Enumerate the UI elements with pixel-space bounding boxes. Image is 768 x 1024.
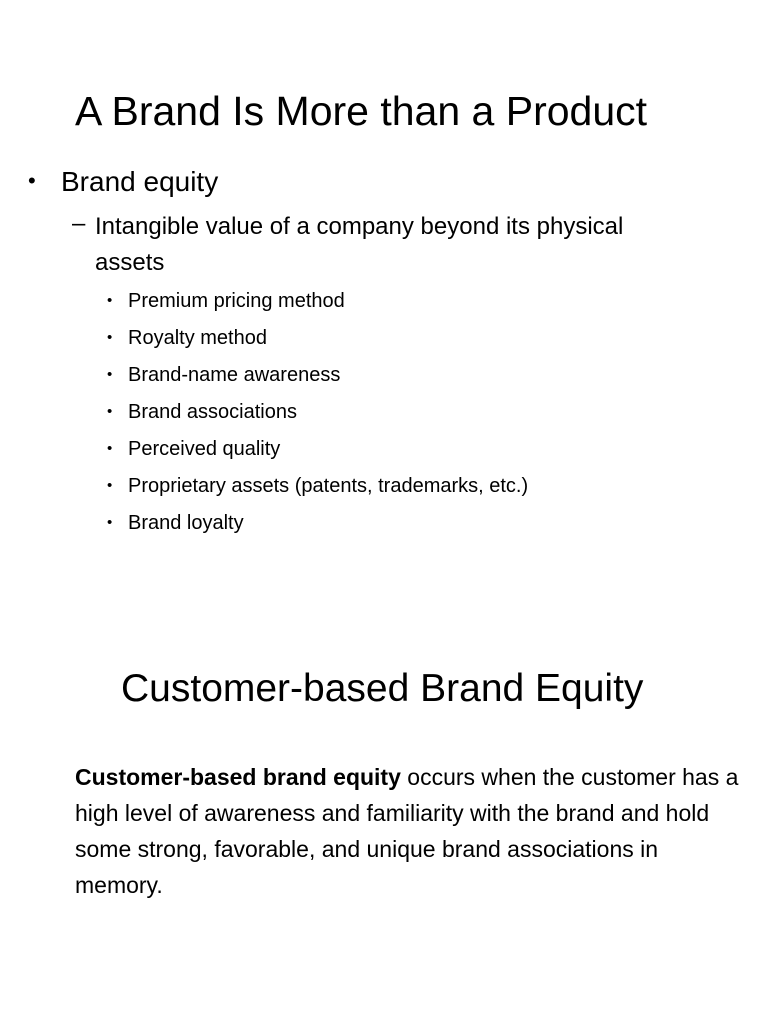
list-item	[107, 360, 528, 397]
bullet-text: Brand equity	[61, 166, 219, 197]
list-item-text: Royalty method	[128, 327, 267, 349]
bullet-level1-brand-equity	[28, 165, 218, 198]
bullet-icon: •	[107, 292, 113, 309]
list-item	[107, 471, 528, 508]
definition-text: occurs when the customer has a high level of awareness and familiarity with the brand and hold some strong, favorable, and unique brand associations in memory.	[75, 764, 739, 898]
list-item	[107, 286, 528, 323]
list-item	[107, 434, 528, 471]
list-item	[107, 508, 528, 545]
bullet-icon: •	[107, 329, 113, 346]
bullet-text: Intangible value of a company beyond its physical assets	[95, 213, 624, 276]
level3-bullet-list	[107, 286, 528, 545]
dash-icon: –	[72, 210, 86, 237]
bullet-icon: •	[28, 168, 36, 193]
definition-paragraph	[75, 759, 740, 903]
bullet-icon: •	[107, 366, 113, 383]
list-item	[107, 397, 528, 434]
bullet-icon: •	[107, 440, 113, 457]
list-item-text: Brand-name awareness	[128, 364, 341, 386]
list-item	[107, 323, 528, 360]
definition-term: Customer-based brand equity	[75, 764, 401, 790]
list-item-text: Premium pricing method	[128, 290, 345, 312]
list-item-text: Proprietary assets (patents, trademarks, etc.)	[128, 475, 529, 497]
bullet-level2-intangible-value	[72, 209, 632, 281]
slide-title: Customer-based Brand Equity	[121, 667, 644, 710]
list-item-text: Brand associations	[128, 401, 297, 423]
list-item-text: Perceived quality	[128, 438, 281, 460]
list-item-text: Brand loyalty	[128, 512, 244, 534]
slide-customer-based-brand-equity	[0, 640, 768, 940]
slide-title: A Brand Is More than a Product	[75, 88, 648, 134]
bullet-icon: •	[107, 514, 113, 531]
bullet-icon: •	[107, 477, 113, 494]
bullet-icon: •	[107, 403, 113, 420]
